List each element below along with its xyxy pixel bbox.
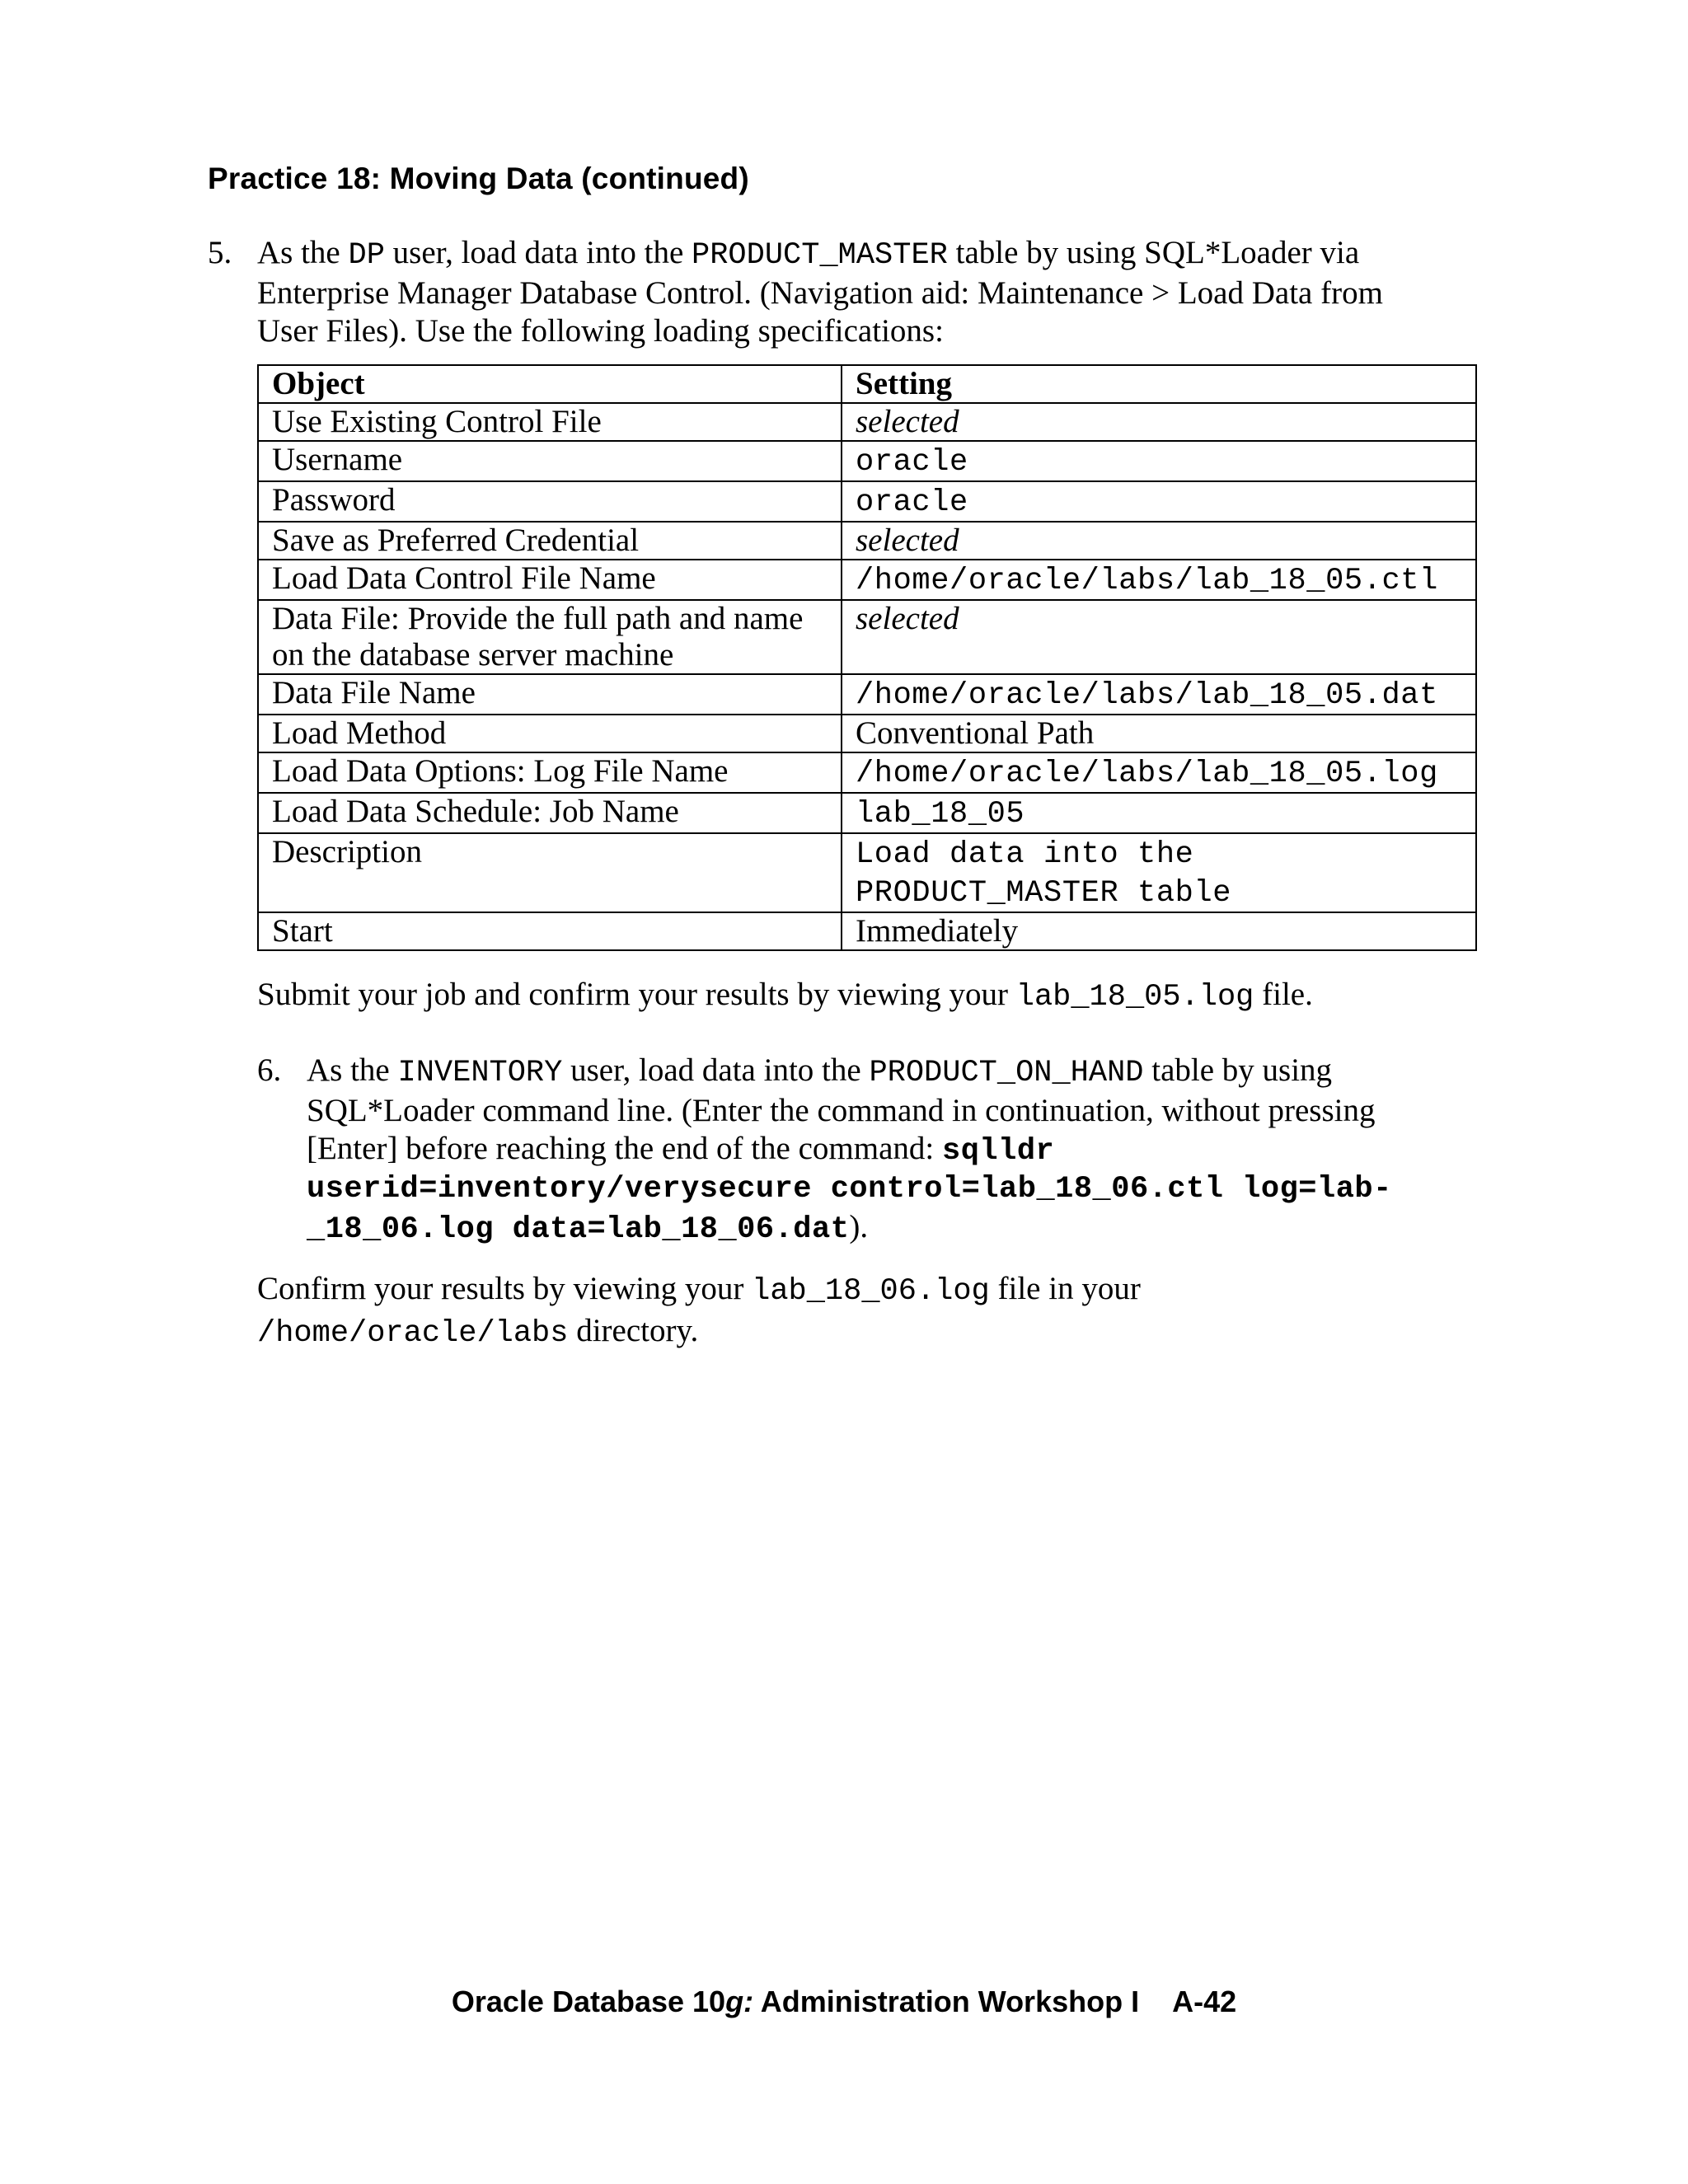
table-row [258, 912, 1476, 950]
object-line: on the database server machine [272, 637, 674, 673]
command-text: _18_06.log data=lab_18_06.dat [307, 1212, 850, 1247]
setting-cell [842, 674, 1476, 715]
footer-text: Administration Workshop I [753, 1985, 1140, 2018]
object-cell: Save as Preferred Credential [258, 522, 842, 560]
step-6-text [307, 1052, 1493, 1249]
object-cell: Start [258, 912, 842, 950]
setting-cell [842, 441, 1476, 481]
object-cell: Load Method [258, 715, 842, 752]
code-dp: DP [348, 238, 385, 273]
page-heading: Practice 18: Moving Data (continued) [208, 162, 749, 195]
setting-value: lab_18_05 [856, 797, 1025, 832]
setting-value: oracle [856, 485, 968, 520]
table-header-row [258, 365, 1476, 403]
text-run: As the [307, 1052, 398, 1088]
table-row [258, 481, 1476, 522]
code-product-on-hand: PRODUCT_ON_HAND [869, 1056, 1144, 1090]
setting-cell [842, 481, 1476, 522]
setting-cell [842, 833, 1476, 912]
step-5-number: 5. [208, 235, 232, 270]
object-cell: Load Data Options: Log File Name [258, 752, 842, 793]
setting-value: oracle [856, 445, 968, 480]
setting-line: PRODUCT_MASTER table [856, 876, 1232, 911]
object-cell: Use Existing Control File [258, 403, 842, 441]
footer-text: Oracle Database 10 [451, 1985, 726, 2018]
text-run: directory. [568, 1313, 699, 1348]
setting-cell: selected [842, 600, 1476, 674]
table-row [258, 793, 1476, 833]
text-line: Enterprise Manager Database Control. (Navigation aid: Maintenance > Load Data from [257, 275, 1383, 311]
setting-cell: selected [842, 403, 1476, 441]
text-line: SQL*Loader command line. (Enter the command in continuation, without pressing [307, 1093, 1376, 1128]
text-run: user, load data into the [562, 1052, 870, 1088]
table-row [258, 522, 1476, 560]
step-6-number: 6. [257, 1052, 282, 1088]
setting-line: Load data into the [856, 837, 1194, 872]
setting-cell [842, 793, 1476, 833]
object-cell: Data File Name [258, 674, 842, 715]
loading-specifications-table [257, 364, 1477, 951]
object-cell: Username [258, 441, 842, 481]
text-run: user, load data into the [384, 235, 692, 270]
setting-value: /home/oracle/labs/lab_18_05.log [856, 757, 1438, 791]
setting-cell [842, 560, 1476, 600]
header-setting: Setting [842, 365, 1476, 403]
table-row [258, 674, 1476, 715]
setting-cell: Conventional Path [842, 715, 1476, 752]
text-run: Confirm your results by viewing your [257, 1271, 753, 1306]
setting-value: /home/oracle/labs/lab_18_05.ctl [856, 564, 1438, 598]
code-log-file: lab_18_06.log [752, 1274, 990, 1309]
text-run: ). [849, 1209, 869, 1244]
text-run: As the [257, 235, 349, 270]
text-run: table by using [1143, 1052, 1333, 1088]
step-5-text [257, 234, 1493, 350]
table-row [258, 833, 1476, 912]
confirm-instruction [257, 1269, 1141, 1353]
table-row [258, 403, 1476, 441]
command-text: sqlldr [942, 1134, 1055, 1169]
setting-cell [842, 752, 1476, 793]
table-row [258, 600, 1476, 674]
page-number: A-42 [1172, 1985, 1237, 2018]
table-row [258, 441, 1476, 481]
text-run: Submit your job and confirm your results by viewing your [257, 977, 1016, 1012]
text-line: User Files). Use the following loading specifications: [257, 313, 944, 349]
code-inventory: INVENTORY [397, 1056, 563, 1090]
text-run: table by using SQL*Loader via [947, 235, 1360, 270]
object-cell: Description [258, 833, 842, 912]
table-row [258, 715, 1476, 752]
command-text: userid=inventory/verysecure control=lab_18_06.ctl log=lab- [307, 1172, 1392, 1207]
setting-cell: Immediately [842, 912, 1476, 950]
submit-instruction [257, 976, 1313, 1016]
footer-text: g: [725, 1985, 754, 2018]
page-footer [0, 1985, 1688, 2019]
object-cell: Password [258, 481, 842, 522]
object-cell: Load Data Schedule: Job Name [258, 793, 842, 833]
table-row [258, 560, 1476, 600]
object-cell [258, 600, 842, 674]
text-run: [Enter] before reaching the end of the command: [307, 1131, 942, 1166]
text-run: file in your [989, 1271, 1141, 1306]
object-cell: Load Data Control File Name [258, 560, 842, 600]
code-product-master: PRODUCT_MASTER [692, 238, 948, 273]
text-run: file. [1254, 977, 1313, 1012]
setting-value: /home/oracle/labs/lab_18_05.dat [856, 678, 1438, 713]
header-object: Object [258, 365, 842, 403]
code-log-file: lab_18_05.log [1015, 980, 1254, 1015]
table-row [258, 752, 1476, 793]
setting-cell: selected [842, 522, 1476, 560]
object-line: Data File: Provide the full path and name [272, 601, 804, 636]
code-directory: /home/oracle/labs [257, 1316, 569, 1351]
